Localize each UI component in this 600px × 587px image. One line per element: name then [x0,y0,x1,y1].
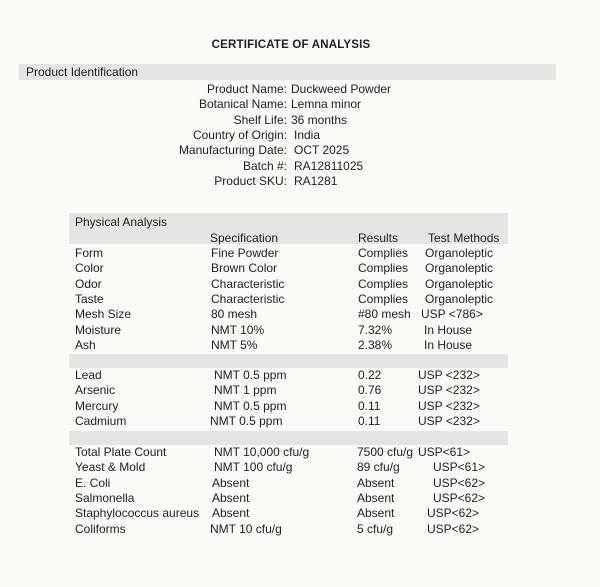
test-name: E. Coli [75,475,111,490]
specification-value: NMT 1 ppm [214,383,277,398]
test-method-value: USP <786> [421,307,483,322]
test-method-value: USP <232> [418,413,480,428]
result-value: Absent [357,490,395,505]
result-value: Complies [358,291,409,306]
test-method-value: USP<62> [433,475,486,490]
field-value: Lemna minor [291,97,362,112]
result-value: 5 cfu/g [357,521,394,536]
test-name: Lead [75,368,102,382]
test-name: Salmonella [75,490,135,505]
specification-value: NMT 10 cfu/g [210,521,282,536]
result-value: Absent [357,506,395,521]
result-value: Complies [358,246,409,260]
result-value: 0.11 [358,413,381,428]
test-method-value: USP<62> [427,506,480,521]
specification-value: NMT 0.5 ppm [214,398,287,413]
test-method-value: USP <232> [418,368,480,382]
test-name: Color [75,261,104,276]
field-label: Botanical Name: [198,97,287,112]
result-value: Absent [357,475,395,490]
specification-value: NMT 100 cfu/g [214,460,293,475]
test-method-value: USP<62> [433,490,486,505]
test-method-value: Organoleptic [425,261,494,276]
test-name: Ash [75,337,96,352]
document-title: CERTIFICATE OF ANALYSIS [211,39,371,51]
field-value: 36 months [291,112,348,127]
field-label: Manufacturing Date: [178,143,287,158]
specification-value: NMT 10,000 cfu/g [214,445,310,459]
group-separator-bar [69,354,508,368]
test-method-value: USP <232> [418,398,480,413]
field-label: Batch #: [242,158,287,173]
test-method-value: Organoleptic [425,291,494,306]
test-name: Odor [75,276,102,291]
field-label: Product SKU: [214,173,287,188]
column-header-test-methods: Test Methods [428,231,500,245]
test-name: Cadmium [75,413,127,428]
group-separator-bar [69,431,508,445]
product-identification-heading: Product Identification [26,65,139,79]
test-method-value: USP<62> [427,521,480,536]
physical-analysis-heading: Physical Analysis [75,215,168,229]
field-value: RA1281 [294,173,338,188]
column-header-specification: Specification [210,231,279,245]
test-name: Mesh Size [75,307,132,322]
result-value: Complies [358,261,409,276]
result-value: 0.76 [358,383,382,398]
test-method-value: In House [424,337,473,352]
specification-value: Brown Color [211,261,278,276]
field-value: Duckweed Powder [291,82,392,96]
test-name: Total Plate Count [75,445,167,459]
result-value: #80 mesh [358,307,411,322]
field-value: India [294,127,321,142]
test-method-value: USP <232> [418,383,480,398]
specification-value: Absent [212,506,250,521]
test-name: Form [75,246,103,260]
test-method-value: USP<61> [433,460,486,475]
result-value: 7500 cfu/g [357,445,414,459]
test-name: Moisture [75,322,122,337]
result-value: Complies [358,276,409,291]
test-method-value: USP<61> [418,445,471,459]
result-value: 0.22 [358,368,382,382]
column-header-results: Results [358,231,399,245]
test-method-value: In House [424,322,473,337]
specification-value: NMT 0.5 ppm [210,413,283,428]
result-value: 0.11 [358,398,381,413]
specification-value: 80 mesh [211,307,258,322]
specification-value: Absent [212,490,250,505]
result-value: 7.32% [358,322,393,337]
specification-value: NMT 5% [211,337,258,352]
field-value: RA12811025 [294,158,364,173]
field-label: Shelf Life: [233,112,287,127]
result-value: 89 cfu/g [357,460,400,475]
specification-value: Characteristic [211,276,285,291]
result-value: 2.38% [358,337,393,352]
specification-value: Characteristic [211,291,285,306]
field-label: Country of Origin: [192,127,287,142]
test-name: Taste [75,291,104,306]
specification-value: Fine Powder [211,246,279,260]
test-name: Arsenic [75,383,116,398]
test-method-value: Organoleptic [425,246,494,260]
specification-value: Absent [212,475,250,490]
test-method-value: Organoleptic [425,276,494,291]
test-name: Yeast & Mold [75,460,146,475]
test-name: Mercury [75,398,119,413]
specification-value: NMT 0.5 ppm [214,368,287,382]
field-label: Product Name: [206,82,287,96]
test-name: Coliforms [75,521,126,536]
field-value: OCT 2025 [294,143,350,158]
specification-value: NMT 10% [211,322,265,337]
test-name: Staphylococcus aureus [75,506,200,521]
